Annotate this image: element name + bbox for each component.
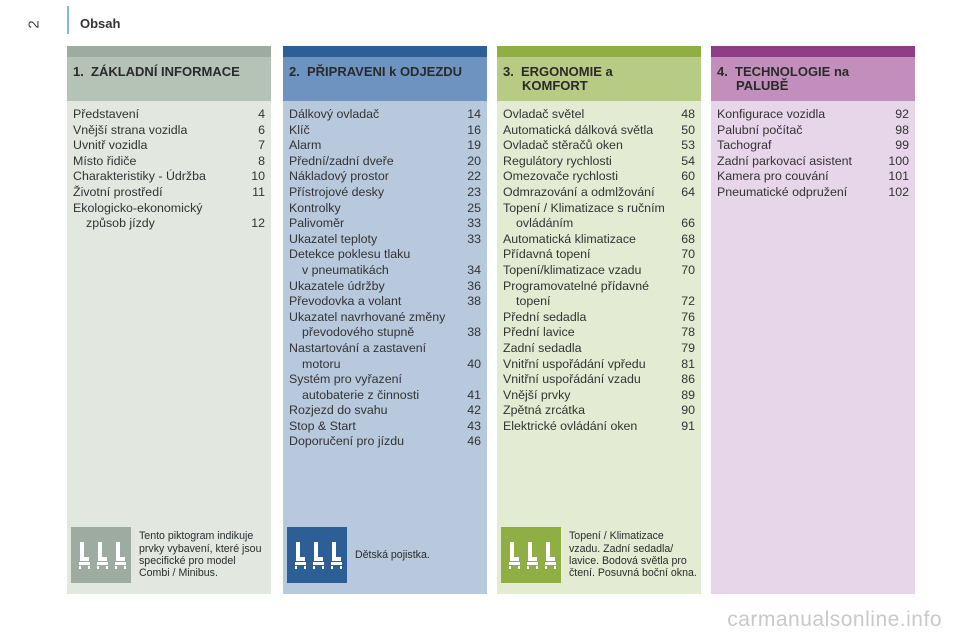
toc-item-label: Alarm [289, 138, 322, 153]
section-color-bar [283, 46, 487, 57]
toc-item-page: 43 [467, 418, 481, 433]
toc-item-label: Ukazatel teploty [289, 231, 378, 246]
toc-item-page: 101 [888, 169, 909, 184]
toc-item-label: Nákladový prostor [289, 169, 389, 184]
seat-icon [524, 540, 539, 570]
section-column-3 [497, 46, 701, 594]
toc-item-label: Představení [73, 107, 140, 121]
section-column-1 [67, 46, 271, 594]
toc-item[interactable] [289, 310, 481, 341]
toc-item-label: Vnější strana vozidla [73, 122, 188, 137]
toc-item-page: 92 [895, 107, 909, 121]
toc-item-label: Topení / Klimatizace s ručním ovládáním [503, 200, 665, 231]
toc-item[interactable] [503, 325, 695, 341]
toc-item[interactable] [717, 107, 909, 123]
toc-item[interactable] [289, 216, 481, 232]
toc-item-label: Klíč [289, 122, 310, 137]
seat-icon [94, 540, 109, 570]
toc-item-label: Automatická dálková světla [503, 122, 654, 137]
toc-item[interactable] [503, 107, 695, 123]
toc-item[interactable] [717, 138, 909, 154]
toc-item-label: Přední lavice [503, 325, 575, 340]
toc-item-page: 70 [681, 262, 695, 277]
toc-item-page: 79 [681, 340, 695, 355]
toc-item-label: Místo řidiče [73, 153, 137, 168]
toc-item[interactable] [289, 247, 481, 278]
toc-item-page: 34 [467, 262, 481, 277]
toc-item-label: Přístrojové desky [289, 184, 385, 199]
section-footer [71, 520, 267, 590]
toc-item[interactable] [289, 185, 481, 201]
seat-icon [292, 540, 307, 570]
toc-item[interactable] [73, 138, 265, 154]
toc-item[interactable] [503, 403, 695, 419]
toc-item-page: 10 [251, 169, 265, 184]
toc-item[interactable] [289, 138, 481, 154]
toc-item-page: 41 [467, 387, 481, 402]
section-color-bar [497, 46, 701, 57]
toc-item[interactable] [289, 169, 481, 185]
toc-item-label: Vnitřní uspořádání vzadu [503, 372, 641, 387]
three-seats-icon [501, 527, 561, 583]
toc-item-page: 100 [888, 153, 909, 168]
section-heading [67, 57, 271, 101]
toc-item-label: Rozjezd do svahu [289, 403, 388, 418]
toc-item-label: Nastartování a zastavení motoru [289, 340, 427, 371]
toc-item-label: Ovladač stěračů oken [503, 138, 623, 153]
toc-item[interactable] [503, 232, 695, 248]
toc-item-page: 53 [681, 138, 695, 153]
seat-icon [76, 540, 91, 570]
toc-item-page: 36 [467, 278, 481, 293]
toc-item[interactable] [717, 185, 909, 201]
section-color-bar [711, 46, 915, 57]
toc-item-page: 20 [467, 153, 481, 168]
footer-note: Tento piktogram indikuje prvky vybavení, které jsou specifické pro model Combi / Minibus. [139, 530, 262, 580]
toc-item-label: Zpětná zrcátka [503, 403, 585, 418]
toc-item-page: 66 [681, 216, 695, 231]
toc-item-page: 72 [681, 294, 695, 309]
toc-item-page: 4 [258, 107, 265, 121]
toc-item-page: 38 [467, 325, 481, 340]
toc-item-page: 6 [258, 122, 265, 137]
page-title: Obsah [80, 16, 121, 31]
section-title-line: PALUBĚ [736, 78, 789, 93]
toc-item-label: Regulátory rychlosti [503, 153, 612, 168]
toc-item-page: 64 [681, 184, 695, 199]
toc-item-label: Ukazatel navrhované změny převodového stupně [289, 309, 446, 340]
toc-item-label: Systém pro vyřazení autobaterie z činnosti [289, 372, 420, 402]
toc-item-page: 19 [467, 138, 481, 153]
toc-item-label: Přídavná topení [503, 247, 591, 262]
toc-item-label: Omezovače rychlosti [503, 169, 618, 184]
toc-item-label: Přední/zadní dveře [289, 153, 394, 168]
toc-item[interactable] [503, 123, 695, 139]
section-title: PŘIPRAVENI k ODJEZDU [307, 64, 463, 79]
toc-item-label: Palivoměr [289, 216, 345, 231]
section-title-line: KOMFORT [522, 78, 588, 93]
toc-item-label: Dálkový ovladač [289, 107, 380, 121]
toc-item[interactable] [73, 154, 265, 170]
toc-item-label: Charakteristiky - Údržba [73, 169, 206, 184]
toc-item-page: 14 [467, 107, 481, 121]
toc-item-page: 12 [251, 216, 265, 231]
toc-item[interactable] [503, 279, 695, 310]
toc-item[interactable] [717, 169, 909, 185]
toc-item-label: Kontrolky [289, 200, 341, 215]
toc-item-label: Doporučení pro jízdu [289, 434, 405, 449]
toc-item-page: 70 [681, 247, 695, 262]
toc-item[interactable] [73, 169, 265, 185]
toc-item-page: 86 [681, 372, 695, 387]
toc-item[interactable] [289, 201, 481, 217]
toc-item-page: 81 [681, 356, 695, 371]
section-number: 4. [717, 64, 728, 79]
toc-item[interactable] [289, 232, 481, 248]
toc-item[interactable] [289, 294, 481, 310]
toc-item[interactable] [503, 185, 695, 201]
toc-item-label: Automatická klimatizace [503, 231, 636, 246]
toc-item-page: 102 [888, 184, 909, 199]
toc-item[interactable] [503, 310, 695, 326]
toc-item-label: Ukazatele údržby [289, 278, 385, 293]
seat-icon [542, 540, 557, 570]
toc-item-page: 16 [467, 122, 481, 137]
toc-item-page: 42 [467, 403, 481, 418]
toc-item[interactable] [289, 434, 481, 450]
toc-item[interactable] [717, 123, 909, 139]
page-number: 2 [25, 20, 43, 29]
toc-item[interactable] [503, 341, 695, 357]
toc-item-label: Topení/klimatizace vzadu [503, 262, 642, 277]
section-title: ERGONOMIE a [521, 64, 613, 79]
toc-item-label: Ovladač světel [503, 107, 585, 121]
toc-item-label: Ekologicko-ekonomický způsob jízdy [73, 200, 203, 231]
toc-item-page: 90 [681, 403, 695, 418]
toc-item[interactable] [503, 201, 695, 232]
toc-item-label: Kamera pro couvání [717, 169, 829, 184]
toc-item-page: 40 [467, 356, 481, 371]
toc-item-page: 23 [467, 184, 481, 199]
toc-item-page: 48 [681, 107, 695, 121]
toc-item-page: 25 [467, 200, 481, 215]
toc-item-page: 76 [681, 309, 695, 324]
footer-note: Topení / Klimatizace vzadu. Zadní sedadla/ lavice. Bodová světla pro čtení. Posuvná boční okna. [569, 530, 697, 580]
toc-item[interactable] [503, 357, 695, 373]
section-title: ZÁKLADNÍ INFORMACE [91, 64, 240, 79]
toc-item-page: 78 [681, 325, 695, 340]
toc-item[interactable] [289, 419, 481, 435]
section-toc-list [67, 101, 271, 232]
section-footer [501, 520, 697, 590]
toc-item-label: Pneumatické odpružení [717, 184, 848, 199]
toc-item-page: 8 [258, 153, 265, 168]
toc-item[interactable] [503, 138, 695, 154]
section-footer [287, 520, 483, 590]
toc-item-label: Palubní počítač [717, 122, 803, 137]
toc-item[interactable] [503, 169, 695, 185]
toc-item-label: Uvnitř vozidla [73, 138, 148, 153]
toc-item-label: Zadní parkovací asistent [717, 153, 852, 168]
toc-item-page: 33 [467, 231, 481, 246]
section-number: 3. [503, 64, 514, 79]
section-heading [711, 57, 915, 101]
section-heading [497, 57, 701, 101]
toc-item[interactable] [503, 372, 695, 388]
toc-item-page: 54 [681, 153, 695, 168]
toc-item[interactable] [717, 154, 909, 170]
toc-item-page: 11 [252, 184, 265, 199]
section-toc-list [711, 101, 915, 201]
toc-item[interactable] [289, 279, 481, 295]
section-number: 1. [73, 64, 84, 79]
header-accent-line [67, 6, 69, 34]
toc-item[interactable] [503, 263, 695, 279]
toc-item[interactable] [73, 185, 265, 201]
seat-icon [328, 540, 343, 570]
toc-item[interactable] [503, 419, 695, 435]
footer-note: Dětská pojistka. [355, 548, 430, 561]
section-color-bar [67, 46, 271, 57]
toc-item-page: 22 [467, 169, 481, 184]
toc-item-page: 50 [681, 122, 695, 137]
toc-item[interactable] [289, 372, 481, 403]
toc-item-label: Stop & Start [289, 418, 356, 433]
toc-item-label: Životní prostředí [73, 184, 163, 199]
toc-item[interactable] [73, 201, 265, 232]
section-number: 2. [289, 64, 300, 79]
toc-item-label: Převodovka a volant [289, 294, 402, 309]
section-column-4 [711, 46, 915, 594]
toc-item-page: 46 [467, 434, 481, 449]
toc-item-page: 68 [681, 231, 695, 246]
toc-item-label: Vnější prvky [503, 387, 571, 402]
section-toc-list [497, 101, 701, 434]
toc-item-label: Elektrické ovládání oken [503, 418, 638, 433]
watermark: carmanualsonline.info [727, 608, 942, 631]
seat-icon [112, 540, 127, 570]
toc-item[interactable] [289, 341, 481, 372]
toc-item[interactable] [73, 123, 265, 139]
seat-icon [506, 540, 521, 570]
toc-item-label: Tachograf [717, 138, 772, 153]
toc-item[interactable] [503, 388, 695, 404]
seat-icon [310, 540, 325, 570]
toc-item-page: 60 [681, 169, 695, 184]
toc-item-label: Detekce poklesu tlaku v pneumatikách [289, 247, 411, 277]
toc-item[interactable] [503, 247, 695, 263]
toc-item-label: Vnitřní uspořádání vpředu [503, 356, 646, 371]
toc-item-page: 7 [258, 138, 265, 153]
toc-item-page: 99 [895, 138, 909, 153]
toc-item[interactable] [289, 403, 481, 419]
toc-item[interactable] [289, 123, 481, 139]
toc-item-label: Konfigurace vozidla [717, 107, 826, 121]
section-heading [283, 57, 487, 101]
toc-item-page: 38 [467, 294, 481, 309]
toc-item-label: Přední sedadla [503, 309, 587, 324]
toc-item[interactable] [289, 154, 481, 170]
section-title: TECHNOLOGIE na [735, 64, 850, 79]
toc-item[interactable] [289, 107, 481, 123]
toc-item[interactable] [73, 107, 265, 123]
toc-item[interactable] [503, 154, 695, 170]
toc-item-label: Programovatelné přídavné topení [503, 278, 650, 309]
toc-item-label: Odmrazování a odmlžování [503, 184, 655, 199]
three-seats-icon [71, 527, 131, 583]
toc-item-page: 98 [895, 122, 909, 137]
toc-item-page: 89 [681, 387, 695, 402]
section-toc-list [283, 101, 487, 450]
toc-item-label: Zadní sedadla [503, 340, 582, 355]
three-seats-icon [287, 527, 347, 583]
section-column-2 [283, 46, 487, 594]
toc-item-page: 91 [681, 418, 695, 433]
toc-item-page: 33 [467, 216, 481, 231]
